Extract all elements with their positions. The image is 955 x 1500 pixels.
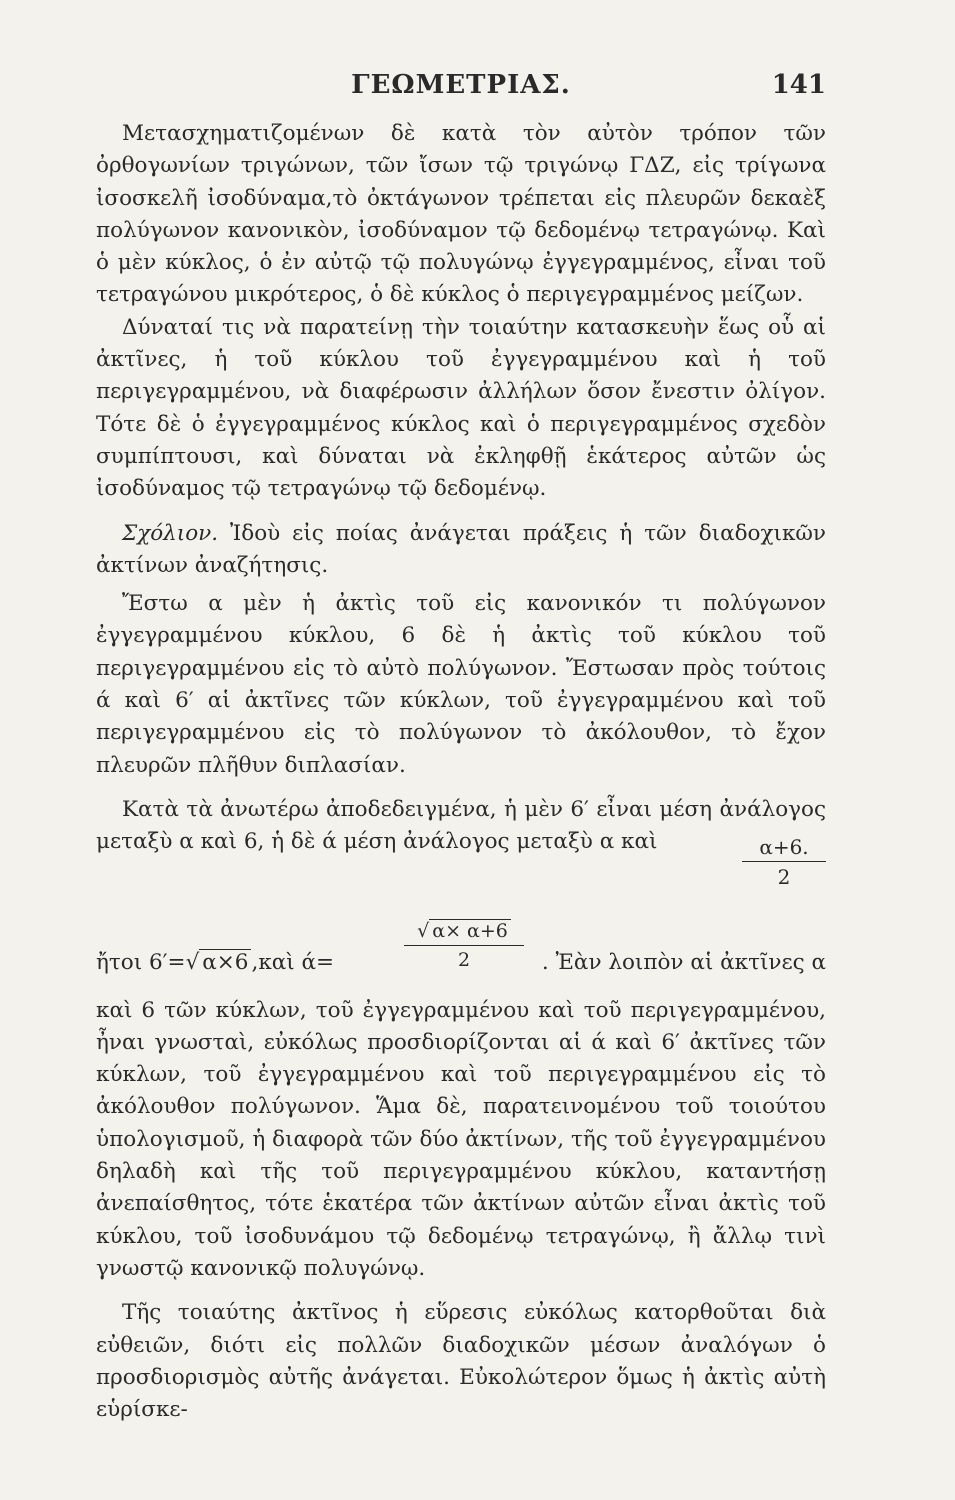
paragraph-2: Δύναταί τις νὰ παρατείνῃ τὴν τοιαύτην κατασκευὴν ἕως οὗ αἱ ἀκτῖνες, ἡ τοῦ κύκλου τοῦ ἐγγεγραμμένου καὶ ἡ τοῦ περιγεγραμμένου, νὰ διαφέρωσιν ἀλλήλων ὅσον ἔνεστιν ὀλίγον. Τότε δὲ ὁ ἐγγεγραμμένος κύκλος καὶ ὁ περιγεγραμμένος σχεδὸν συμπίπτουσι, καὶ δύναται νὰ ἐκληφθῇ ἑκάτερος αὐτῶν ὡς ἰσοδύναμος τῷ τετραγώνῳ τῷ δεδομένῳ. bbox=[96, 314, 826, 502]
sqrt-sign-icon: √ bbox=[185, 949, 200, 975]
formula-prefix: ἤτοι 6′= bbox=[96, 949, 186, 975]
paragraph-7: Τῆς τοιαύτης ἀκτῖνος ἡ εὕρεσις εὐκόλως κατορθοῦται διὰ εὐθειῶν, διότι εἰς πολλῶν διαδοχικῶν μέσων ἀναλόγων ὁ προσδιορισμὸς αὐτῆς ἀνάγεται. Εὐκολώτερον ὅμως ἡ ἀκτὶς αὐτὴ εὑρίσκε- bbox=[96, 1300, 826, 1423]
paragraph-1: Μετασχηματιζομένων δὲ κατὰ τὸν αὐτὸν τρόπον τῶν ὀρθογωνίων τριγώνων, τῶν ἴσων τῷ τριγώνῳ ΓΔΖ, εἰς τρίγωνα ἰσοσκελῆ ἰσοδύναμα,τὸ ὀκτάγωνον τρέπεται εἰς πλευρῶν δεκαὲξ πολύγωνον κανονικὸν, ἰσοδύναμον τῷ δεδομένῳ τετραγώνῳ. Καὶ ὁ μὲν κύκλος, ὁ ἐν αὐτῷ τῷ πολυγώνῳ ἐγγεγραμμένος, εἶναι τοῦ τετραγώνου μικρότερος, ὁ δὲ κύκλος ὁ περιγεγραμμένος μείζων. bbox=[96, 121, 826, 308]
formula-mid: ,καὶ ά= bbox=[251, 949, 335, 975]
fraction-sqrt-denominator: 2 bbox=[457, 948, 471, 971]
fraction-denominator: 2 bbox=[777, 864, 791, 889]
running-head: ΓΕΩΜΕΤΡΙΑΣ. bbox=[351, 70, 571, 100]
paragraph-6: καὶ 6 τῶν κύκλων, τοῦ ἐγγεγραμμένου καὶ τοῦ περιγεγραμμένου, ἦναι γνωσταὶ, εὐκόλως προσδιορίζονται αἱ ά καὶ 6′ ἀκτῖνες τῶν κύκλων, τοῦ ἐγγεγραμμένου καὶ τοῦ περιγεγραμμένου εἰς τὸ ἀκόλουθον πολύγωνον. Ἅμα δὲ, παρατεινομένου τοῦ τοιούτου ὑπολογισμοῦ, ἡ διαφορὰ τῶν δύο ἀκτίνων, τῆς τοῦ ἐγγεγραμμένου δηλαδὴ καὶ τῆς τοῦ περιγεγραμμένου κύκλου, καταντήσῃ ἀνεπαίσθητος, τότε ἑκατέρα τῶν ἀκτίνων αὐτῶν εἶναι ἀκτὶς τοῦ κύκλου, τοῦ ἰσοδυνάμου τῷ δεδομένῳ τετραγώνῳ, ἢ ἄλλῳ τινὶ γνωστῷ κανονικῷ πολυγώνῳ. bbox=[96, 997, 826, 1281]
scholion-paragraph bbox=[96, 518, 826, 583]
page-number: 141 bbox=[771, 70, 826, 100]
scholion-text: Ἰδοὺ εἰς ποίας ἀνάγεται πράξεις ἡ τῶν διαδοχικῶν ἀκτίνων ἀναζήτησις. bbox=[96, 520, 826, 578]
fraction-alpha-plus-beta-over-two bbox=[742, 833, 826, 892]
sqrt-sign-icon: √ bbox=[417, 919, 430, 942]
fraction-sqrt-expression bbox=[404, 917, 524, 974]
page-header bbox=[96, 70, 826, 118]
formula-suffix: . Ἐὰν λοιπὸν αἱ ἀκτῖνες α bbox=[541, 949, 826, 975]
paragraph-4: Ἔστω α μὲν ἡ ἀκτὶς τοῦ εἰς κανονικόν τι πολύγωνον ἐγγεγραμμένου κύκλου, 6 δὲ ἡ ἀκτὶς τοῦ κύκλου τοῦ περιγεγραμμένου εἰς τὸ αὐτὸ πολύγωνον. Ἔστωσαν πρὸς τούτοις ά καὶ 6′ αἱ ἀκτῖνες τῶν κύκλων, τοῦ ἐγγεγραμμένου καὶ τοῦ περιγεγραμμένου εἰς τὸ πολύγωνον τὸ ἀκόλουθον, τὸ ἔχον πλευρῶν πλῆθυν διπλασίαν. bbox=[96, 591, 826, 778]
page bbox=[96, 70, 826, 1426]
paragraph-5-text: Κατὰ τὰ ἀνωτέρω ἀποδεδειγμένα, ἡ μὲν 6′ εἶναι μέση ἀνάλογος μεταξὺ α καὶ 6, ἡ δὲ ά μέση ἀνάλογος μεταξὺ α καὶ bbox=[96, 796, 826, 855]
formula-radicals-line bbox=[96, 919, 826, 995]
scholion-label: Σχόλιον. bbox=[122, 520, 219, 546]
sqrt-radicand: α×6 bbox=[199, 949, 251, 975]
formula-left bbox=[96, 947, 334, 979]
paragraph-5 bbox=[96, 794, 826, 859]
fraction-numerator: α+6. bbox=[742, 833, 826, 862]
fraction-sqrt-numerator: √ α× α+6 bbox=[404, 917, 524, 946]
